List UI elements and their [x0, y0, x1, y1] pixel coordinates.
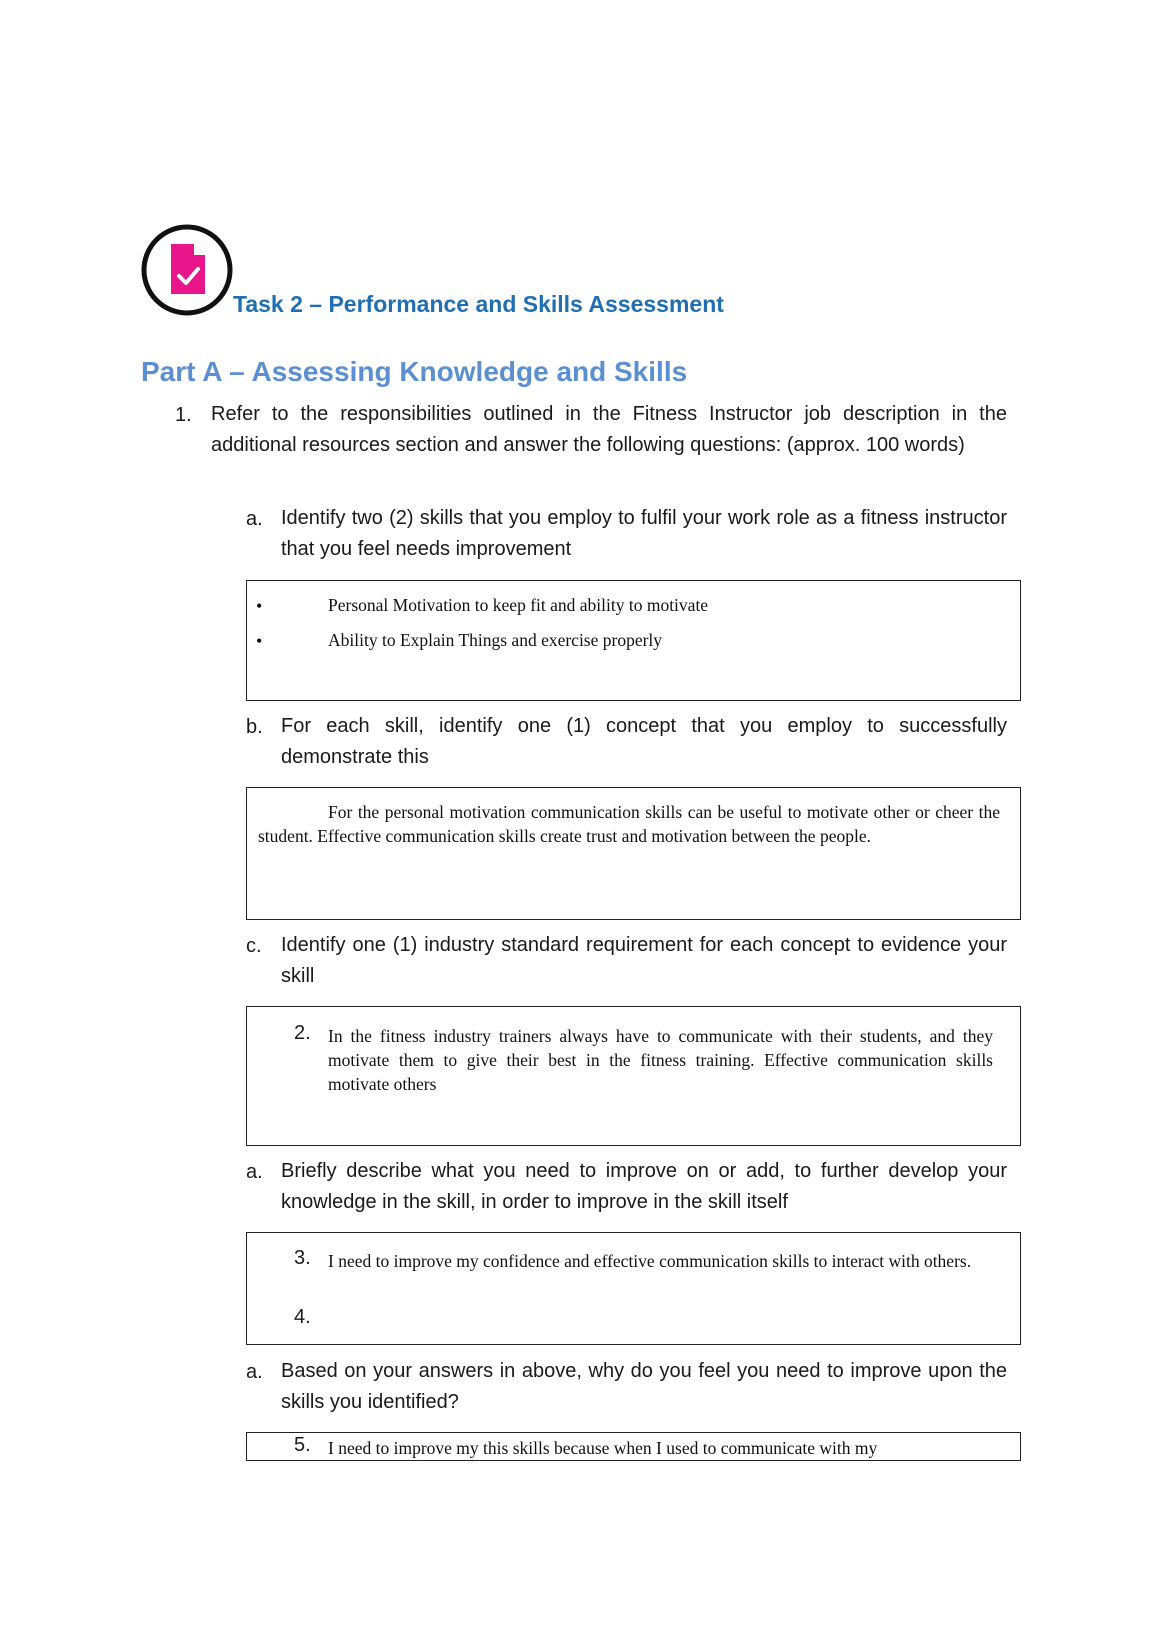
sub-question-label: b.	[246, 716, 263, 738]
answer-box[interactable]	[246, 1006, 1021, 1146]
answer-item: Ability to Explain Things and exercise properly	[328, 630, 663, 650]
answer-text: In the fitness industry trainers always have to communicate with their students, and they motivate them to give their best in the fitness training. Effective communication skills motivate others	[328, 1026, 993, 1094]
bullet-icon: •	[256, 596, 263, 616]
part-heading: Part A – Assessing Knowledge and Skills	[141, 356, 688, 387]
answer-number: 4.	[294, 1306, 311, 1328]
task-title: Task 2 – Performance and Skills Assessment	[233, 291, 724, 317]
answer-number: 3.	[294, 1247, 311, 1269]
answer-item: Personal Motivation to keep fit and ability to motivate	[328, 595, 709, 615]
answer-text: I need to improve my confidence and effective communication skills to interact with others.	[328, 1251, 972, 1271]
answer-text: I need to improve my this skills because when I used to communicate with my	[328, 1438, 878, 1458]
sub-question-text: Briefly describe what you need to improve on or add, to further develop your knowledge in the skill, in order to improve in the skill itself	[281, 1160, 1007, 1213]
sub-question-text: For each skill, identify one (1) concept that you employ to successfully demonstrate this	[281, 715, 1007, 768]
answer-box[interactable]	[246, 1432, 1021, 1461]
sub-question-text: Identify two (2) skills that you employ to fulfil your work role as a fitness instructor that you feel needs improvement	[281, 507, 1007, 560]
answer-text: For the personal motivation communication skills can be useful to motivate other or cheer the student. Effective communication skills create trust and motivation between the people.	[258, 802, 1000, 846]
bullet-icon: •	[256, 631, 263, 651]
document-check-icon	[141, 224, 233, 316]
answer-box[interactable]	[246, 580, 1021, 701]
question-text: Refer to the responsibilities outlined in the Fitness Instructor job description in the additional resources section and answer the following questions: (approx. 100 words)	[211, 403, 1007, 456]
answer-number: 5.	[294, 1434, 311, 1456]
sub-question-label: c.	[246, 935, 262, 957]
sub-question-label: a.	[246, 508, 263, 530]
sub-question-text: Based on your answers in above, why do you feel you need to improve upon the skills you identified?	[281, 1360, 1007, 1413]
sub-question-text: Identify one (1) industry standard requirement for each concept to evidence your skill	[281, 934, 1007, 987]
answer-number: 2.	[294, 1022, 311, 1044]
question-number: 1.	[175, 404, 192, 426]
answer-box[interactable]	[246, 1232, 1021, 1345]
sub-question-label: a.	[246, 1361, 263, 1383]
sub-question-label: a.	[246, 1161, 263, 1183]
answer-box[interactable]	[246, 787, 1021, 920]
